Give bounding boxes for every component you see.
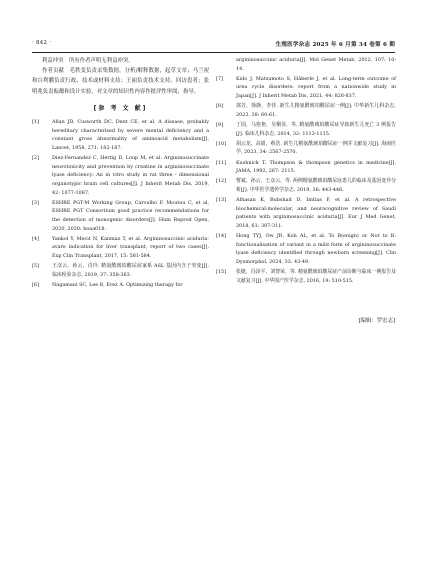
reference-text: Yankol Y, Mecit N, Kanmaz T, et al. Argininosuccinic aciduria-avare indication for liver transplant, report of two cases[J]. Exp Clin Transplant, 2017, 15: 581-584. [52,235,209,259]
reference-item [216,75,396,101]
reference-number: [13] [216,197,227,204]
reference-number: [12] [216,178,227,185]
reference-item [216,102,396,119]
reference-text: 郭芳，徐静，李佳. 新生儿精氨酰琥珀酸尿症一例[J]. 中华新生儿科杂志, 2023, 38: 60-61. [236,103,396,118]
reference-item [216,121,396,138]
reference-continuation: argininosuccinic aciduria[J]. Mol Genet Metab, 2012, 107: 10-14. [236,57,396,72]
reference-text: Hong TYJ, Ow JR, Koh AL, et al. To B(enign) or Not to B: functionalisation of variant in a mild form of argininosuccinate lyase deficiency identified through newborn screening[J]. Clin Dysmorphol, 2024, 33: 43-49. [236,233,396,265]
reference-list-right [216,75,396,285]
reference-item [32,118,209,152]
reference-number: [1] [32,119,39,126]
reference-number: [5] [32,263,39,270]
reference-number: [2] [32,155,39,162]
reference-item [216,159,396,176]
references-heading: [参 考 文 献] [93,105,148,113]
reference-item [32,199,209,233]
conflict-statement: 利益冲突 所有作者声明无利益冲突。 [42,58,134,64]
reference-number: [14] [216,233,227,240]
reference-number: [8] [216,103,223,110]
reference-text: Nagamani SC, Lee B, Erez A. Optimizing therapy for [52,281,183,288]
reference-number: [4] [32,235,39,242]
reference-number: [3] [32,199,39,206]
journal-title: 生殖医学杂志 2025 年 6 月第 34 卷第 6 期 [275,42,395,48]
reference-item [216,140,396,157]
reference-text: 王彦云，孙云，肖玲. 精氨酰琥珀酸尿症家系 ASL 基因内含子突变[J]. 临床检验杂志, 2019, 37: 358-363. [52,263,209,278]
reference-text: 曹斌，孙云，王彦云，等. 两例精氨酰琥珀酸尿症患儿的临床及基因变异分析[J]. 中华医学遗传学杂志, 2019, 36: 443-446. [236,178,396,193]
reference-text: 胡云龙，高娟，蔡浩. 新生儿精氨酰琥珀酸尿症一例并文献复习[J]. 海南医学, 2023, 34: 2567-2570. [236,140,396,156]
editor-note: [编辑：罗宏志] [358,318,395,324]
reference-text: 张捷，冯泽平，刘智荣，等. 精氨酰琥珀酸尿症产前诊断与临床一例报告及文献复习[J]. 中华围产医学杂志, 2016, 19: 510-515. [236,269,396,284]
reference-text: Allan JD, Cusworth DC, Dent CE, et al. A disease, probably hereditary characterised by severe mental deficiency and a constant gross abnormality of aminoacid metabolism[J]. Lancet, 1958, 271: 182-187. [52,119,209,151]
reference-text: ESHRE PGT-M Working Group, Carvalho F, Moutou C, et al. ESHRE PGT Consortium good practice recommendations for the detection of monogenic disorders[J]. Hum Reprod Open, 2020, 2020: hoaa018. [52,199,209,232]
reference-text: Kido J, Matsumoto S, Häberle J, et al. Long-term outcome of urea cycle disorders: report from a nationwide study in Japan[J]. J Inherit Metab Dis, 2021, 44: 826-837. [236,75,396,99]
reference-item [216,268,396,285]
reference-item [32,154,209,197]
reference-text: Kushnick T. Thompson & thompson genetics in medicine[J]. JAMA, 1992, 267: 2115. [236,159,396,175]
reference-number: [15] [216,269,227,275]
reference-item [216,232,396,266]
reference-text: Alhasan K, Bubshait D, Imtias F, et al. A retrospective biochemical-molecular, and neurocognitive review of Saudi patients with argininosuccinic aciduria[J]. Eur J Med Genet, 2018, 61: 307-311. [236,197,396,229]
reference-item [216,196,396,230]
reference-number: [11] [216,159,227,166]
running-header [32,40,395,53]
reference-list-left [32,118,209,289]
author-contributions: 作者贡献 毛秩变负责采集数据，分析/解释数据，起草文章；马兰祝和白利鹏负责行政、技术或材料支持；王丽负责技术支持、回访患者；张明兆负责酝酿和设计实验，对文章的知识性内容作批评性审阅，指导。 [32,68,209,95]
reference-item [32,262,209,279]
reference-number: [10] [216,140,227,147]
reference-item [216,177,396,194]
reference-item [32,281,209,290]
reference-number: [9] [216,121,223,128]
right-column [216,56,396,287]
page-number: · 842 · [32,40,52,46]
reference-item [32,235,209,261]
reference-text: Diez-Fernandez C, Hertig D, Loup M, et al. Argininosuccinate neurotoxicity and prevention by creatine in argininosuccinate lyase deficiency: An in vitro study in rat three - dimensional organotypic brain cell cultures[J]. J Inherit Metab Dis, 2019, 42: 1077-1087. [52,155,209,196]
reference-number: [6] [32,281,39,288]
left-column [32,56,209,291]
reference-text: 丁园，马艳艳，吴桐菲，等. 精氨酰琥珀酸尿症导致新生儿死亡 3 例报告[J]. 临床儿科杂志, 2014, 32: 1113-1115. [236,121,396,137]
reference-number: [7] [216,75,223,82]
